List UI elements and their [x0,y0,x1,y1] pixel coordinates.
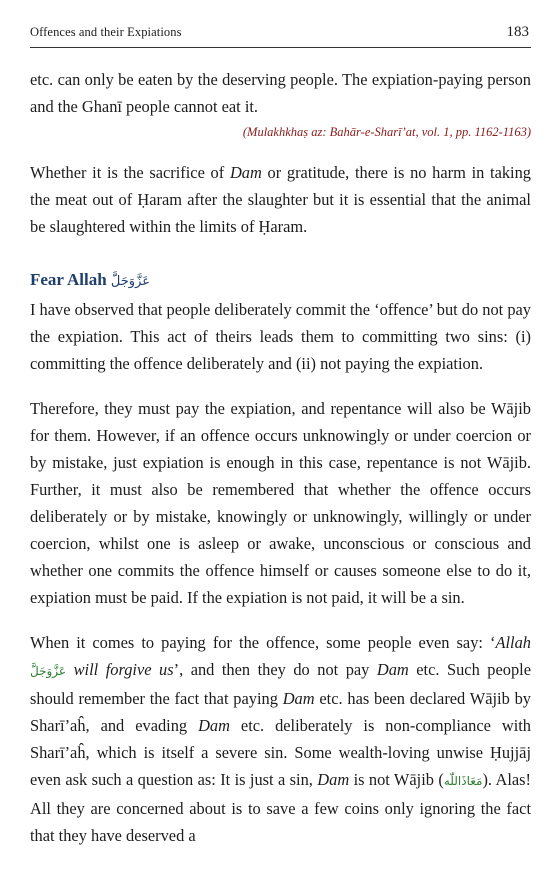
arabic-phrase: مَعَاذَاللّٰه [443,774,483,788]
citation: (Mulakhkhaṣ az: Bahār-e-Sharī’at, vol. 1, pp. 1162-1163) [242,125,531,139]
emphasis: Dam [317,770,350,789]
paragraph-3: I have observed that people deliberately commit the ‘offence’ but do not pay the expiation. This act of theirs leads them to committing two sins: (i) committing the offence deliberately and (ii) not paying the expiation. [30,300,531,373]
text-run: etc. deliberately is non-compliance with Sharī’aĥ, which is itself a severe sin. Some wealth-loving unwise Ḥujjāj even ask such a question as: It is just a sin, [30,716,531,789]
text-run: When it comes to paying for the offence, some people even say: ‘ [30,633,496,652]
text-run: etc. has been declared Wājib by Sharī’aĥ, and evading [30,689,531,735]
emphasis: Dam [376,660,409,679]
section-heading [30,267,531,295]
running-header [30,0,531,48]
arabic-honorific: عَزَّوَجَلَّ [110,274,151,289]
running-title: Offences and their Expiations [30,25,182,39]
emphasis: will forgive us [73,660,174,679]
arabic-honorific: عَزَّوَجَلَّ [30,664,67,678]
emphasis: Dam [198,716,230,735]
text-run: is not Wājib ( [349,770,444,789]
heading-text: Fear Allah [30,270,107,289]
text-run: or gratitude, there is no harm in taking the meat out of Ḥaram after the slaughter but it is essential that the animal be slaughtered within the limits of Ḥaram. [30,163,532,236]
text-run: ). Alas! All they are concerned about is to save a few coins only ignoring the fact that they have deserved a [30,770,531,845]
text-run: Whether it is the sacrifice of [30,163,230,182]
paragraph-2 [30,159,531,240]
page-number: 183 [506,24,529,40]
emphasis: Allah [495,633,531,652]
paragraph-4: Therefore, they must pay the expiation, and repentance will also be Wājib for them. However, if an offence occurs unknowingly or under coercion or by mistake, just expiation is enough in this case, repentance is not Wājib. Further, it must also be remembered that whether the offence occurs deliberately or by mistake, knowingly or unknowingly, willingly or under coercion, whilst one is asleep or awake, unconscious or conscious and whether one commits the offence himself or causes someone else to do it, expiation must be paid. If the expiation is not paid, it will be a sin. [30,399,531,607]
emphasis: Dam [229,163,262,182]
paragraph-5 [30,629,531,849]
text-run: ’, and then they do not pay [173,660,377,679]
paragraph-1: etc. can only be eaten by the deserving people. The expiation-paying person and the Ghanī people cannot eat it. [30,70,531,116]
text-run: etc. Such people should remember the fact that paying [30,660,531,708]
emphasis: Dam [282,689,315,708]
